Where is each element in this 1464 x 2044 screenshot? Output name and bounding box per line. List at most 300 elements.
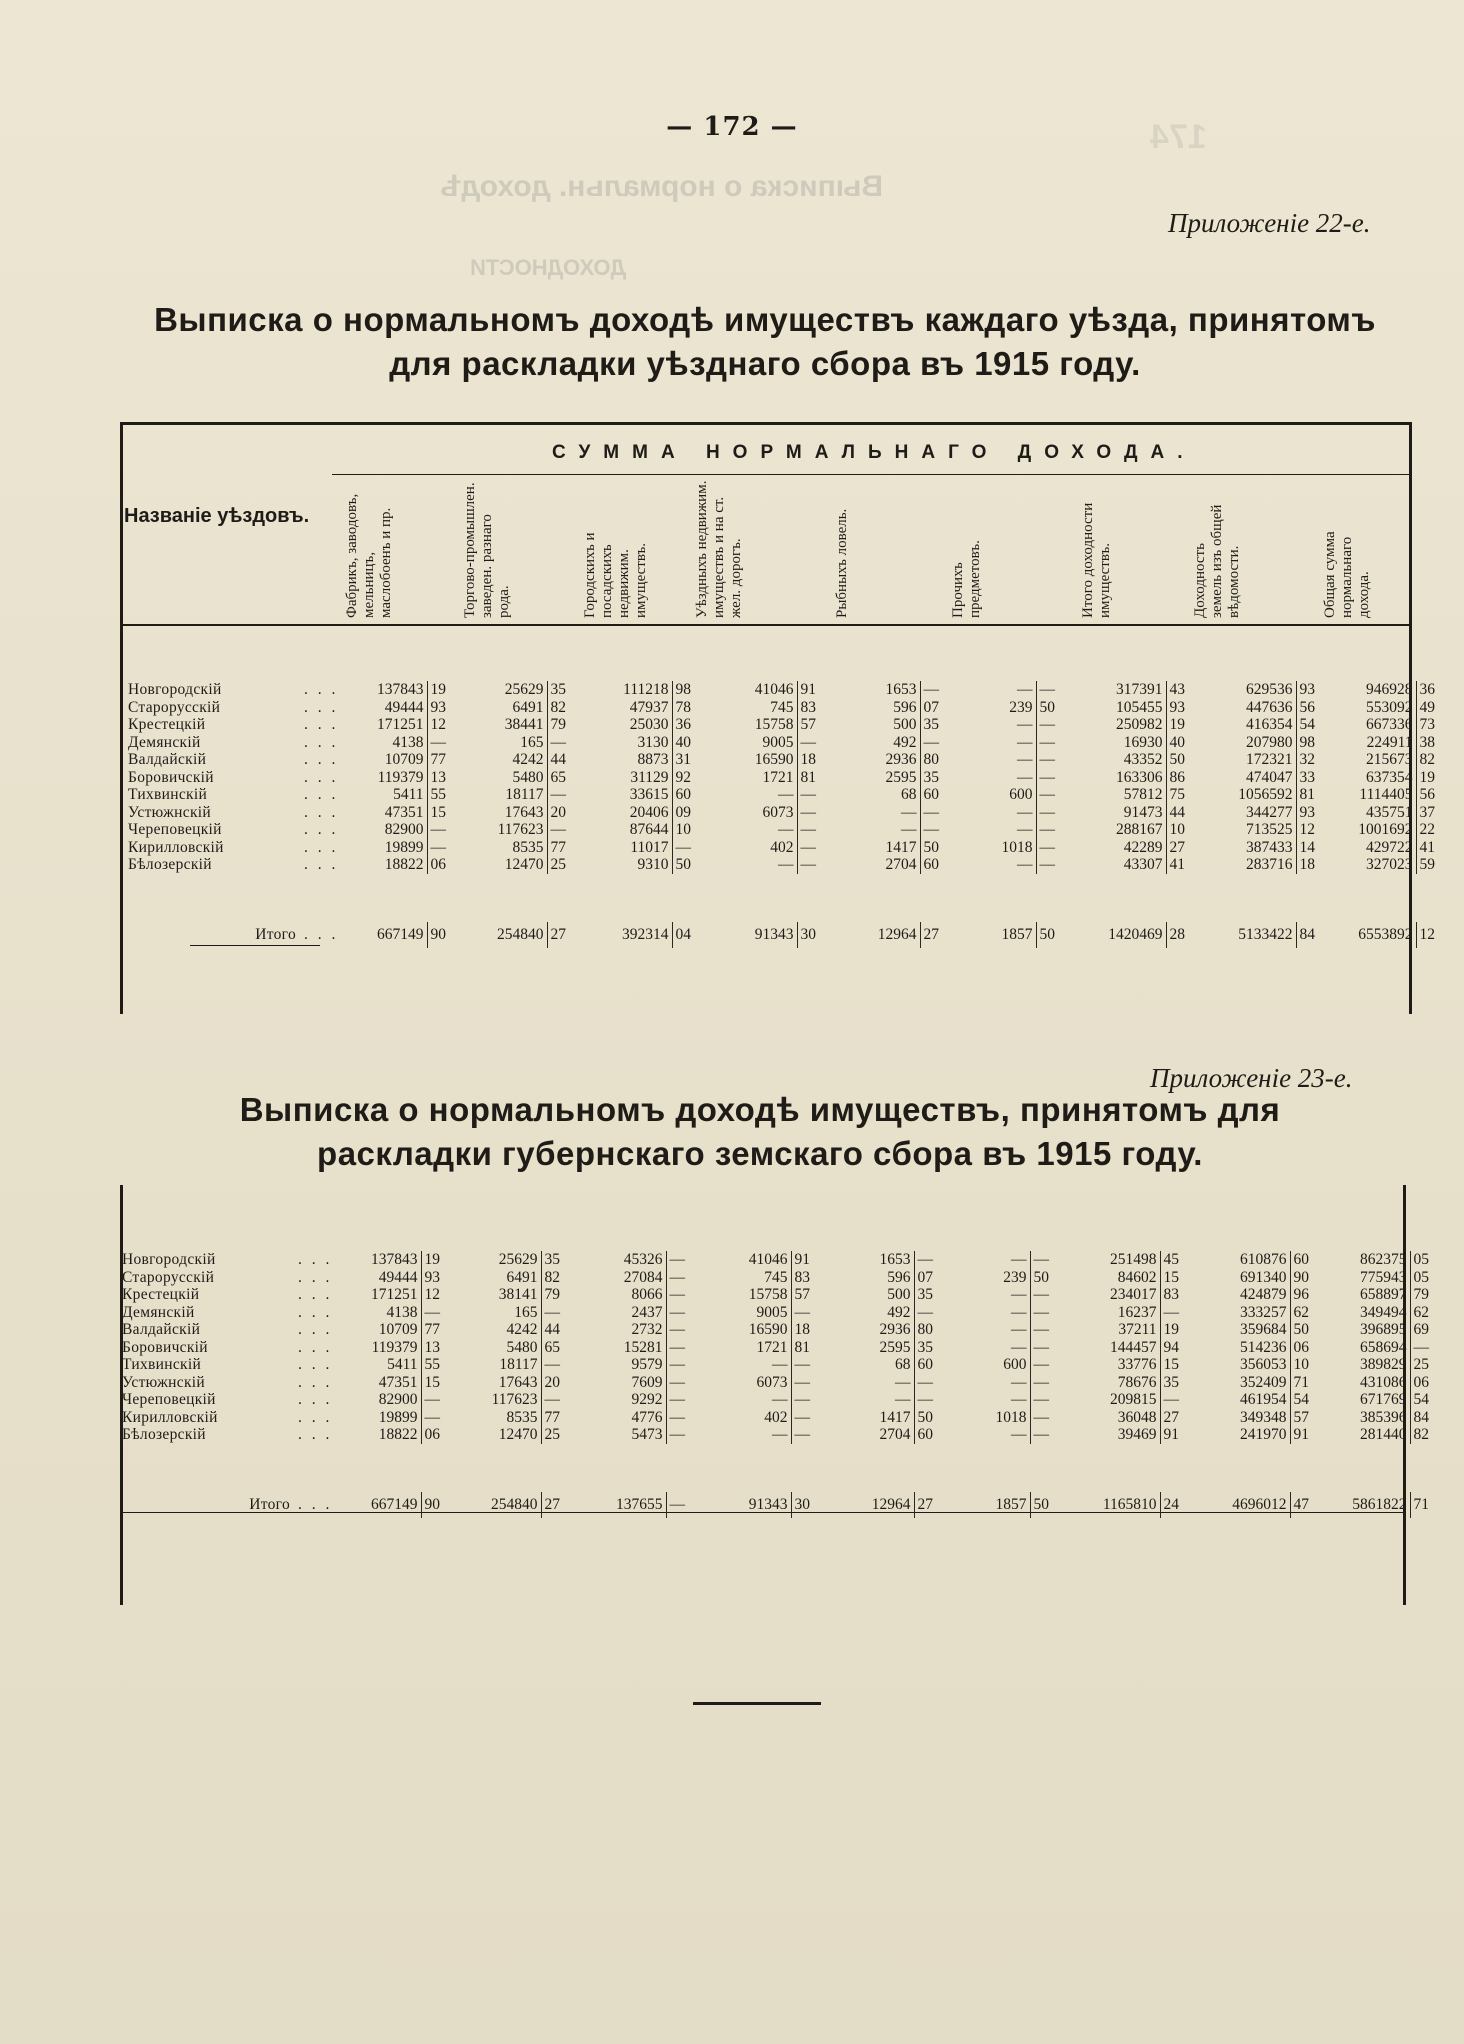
total-kopecks: 50	[1030, 1492, 1060, 1518]
value-rubles: 5411	[387, 1356, 418, 1373]
leader-dots: . . .	[298, 1426, 333, 1443]
value-rubles: 11017	[630, 838, 669, 856]
value-kopecks: 60	[920, 786, 948, 804]
value-kopecks: 44	[547, 751, 577, 769]
value-kopecks: —	[666, 1339, 696, 1357]
total-rubles: 667149	[377, 925, 424, 943]
value-rubles: 283716	[1246, 856, 1293, 873]
value-rubles: 610876	[1240, 1251, 1287, 1268]
value-rubles: 1653	[879, 1251, 911, 1268]
total-kopecks: 27	[914, 1492, 942, 1518]
table-row	[118, 1426, 1434, 1444]
value-kopecks: 65	[541, 1339, 571, 1357]
value-rubles: 31129	[630, 768, 669, 786]
value-kopecks: —	[547, 786, 577, 804]
value-kopecks: 93	[1166, 699, 1196, 717]
value-kopecks: 93	[1296, 681, 1324, 699]
value-kopecks: 12	[427, 716, 457, 734]
table-row	[124, 786, 1440, 804]
value-kopecks: 50	[1290, 1321, 1318, 1339]
value-kopecks: —	[797, 734, 830, 752]
value-kopecks: —	[1036, 681, 1066, 699]
value-rubles: —	[772, 1356, 788, 1373]
value-rubles: 431086	[1360, 1373, 1407, 1391]
total-rubles: 6553892	[1358, 925, 1413, 943]
value-kopecks: 93	[421, 1269, 451, 1287]
table-row	[124, 856, 1440, 874]
table-row	[118, 1339, 1434, 1357]
value-rubles: 2936	[885, 751, 917, 768]
value-kopecks: —	[666, 1374, 696, 1392]
value-rubles: 117623	[497, 821, 544, 838]
value-kopecks: 81	[797, 769, 830, 787]
value-kopecks: 05	[1410, 1251, 1434, 1269]
value-kopecks: 13	[427, 769, 457, 787]
table-row	[118, 1304, 1434, 1322]
appendix-22-label: Приложеніе 22-е.	[1168, 208, 1371, 238]
value-rubles: 16590	[754, 751, 794, 768]
value-kopecks: 15	[1160, 1356, 1190, 1374]
total-rubles: 1420469	[1108, 925, 1163, 943]
value-kopecks: 60	[1290, 1251, 1318, 1269]
value-rubles: 9579	[631, 1356, 663, 1373]
leader-dots: . . .	[298, 1251, 333, 1268]
value-rubles: —	[1011, 1373, 1027, 1391]
district-name: Старорусскій	[128, 698, 221, 716]
value-rubles: —	[1017, 821, 1033, 838]
value-kopecks: 36	[672, 716, 702, 734]
value-kopecks: 38	[1416, 734, 1440, 752]
value-rubles: 12470	[498, 1426, 538, 1443]
value-rubles: 5480	[506, 1338, 538, 1356]
district-name: Новгородскій	[128, 681, 222, 698]
value-kopecks: —	[791, 1356, 824, 1374]
value-rubles: 461954	[1240, 1391, 1287, 1408]
value-kopecks: 69	[1410, 1321, 1434, 1339]
value-kopecks: —	[797, 786, 830, 804]
total-kopecks: 12	[1416, 922, 1440, 948]
value-rubles: 1001692	[1358, 821, 1413, 838]
value-kopecks: 44	[541, 1321, 571, 1339]
value-rubles: 10709	[384, 751, 424, 768]
value-kopecks: —	[791, 1304, 824, 1322]
value-kopecks: —	[1036, 716, 1066, 734]
value-rubles: 1417	[885, 838, 917, 856]
value-kopecks: 60	[672, 786, 702, 804]
table-row	[118, 1269, 1434, 1287]
value-kopecks: —	[1030, 1356, 1060, 1374]
value-kopecks: 05	[1410, 1269, 1434, 1287]
value-rubles: —	[778, 786, 794, 803]
value-rubles: 492	[887, 1303, 911, 1321]
value-kopecks: 41	[1416, 839, 1440, 857]
value-rubles: 5473	[631, 1426, 663, 1443]
value-rubles: 713525	[1246, 821, 1293, 838]
value-kopecks: 20	[541, 1374, 571, 1392]
leader-dots: . . .	[298, 1286, 333, 1303]
value-rubles: 47351	[384, 803, 424, 821]
value-kopecks: —	[672, 839, 702, 857]
table-row	[118, 1321, 1434, 1339]
table-22-left-border	[120, 422, 123, 1014]
table-row	[124, 751, 1440, 769]
total-row	[124, 922, 1440, 948]
value-rubles: 447636	[1246, 698, 1293, 716]
value-kopecks: 25	[1410, 1356, 1434, 1374]
value-kopecks: —	[666, 1391, 696, 1409]
value-kopecks: 79	[1410, 1286, 1434, 1304]
value-kopecks: —	[914, 1304, 942, 1322]
value-rubles: —	[778, 856, 794, 873]
table-23	[118, 1251, 1434, 1518]
value-rubles: —	[1011, 1251, 1027, 1268]
value-kopecks: —	[427, 821, 457, 839]
value-kopecks: —	[666, 1251, 696, 1269]
leader-dots: . . .	[298, 1338, 333, 1356]
value-rubles: 317391	[1116, 681, 1163, 698]
leader-dots: . . .	[304, 768, 339, 786]
value-kopecks: —	[1410, 1339, 1434, 1357]
value-rubles: 596	[893, 698, 917, 716]
total-kopecks: 90	[421, 1492, 451, 1518]
value-kopecks: 83	[1160, 1286, 1190, 1304]
col-header-factories: Фабрикъ, заводовъ, мельницъ, маслобоенъ и пр.	[344, 493, 394, 618]
value-rubles: 1417	[879, 1408, 911, 1426]
value-rubles: 119379	[371, 1338, 418, 1356]
value-kopecks: 62	[1410, 1304, 1434, 1322]
value-kopecks: 19	[421, 1251, 451, 1269]
value-kopecks: —	[920, 804, 948, 822]
value-kopecks: —	[666, 1269, 696, 1287]
value-kopecks: 27	[1160, 1409, 1190, 1427]
value-rubles: 137843	[377, 681, 424, 698]
value-rubles: 18822	[384, 856, 424, 873]
value-kopecks: —	[541, 1304, 571, 1322]
value-rubles: —	[1017, 681, 1033, 698]
table-row	[124, 699, 1440, 717]
value-rubles: 5411	[393, 786, 424, 803]
value-kopecks: 55	[427, 786, 457, 804]
value-rubles: 15281	[623, 1338, 663, 1356]
value-rubles: 38141	[498, 1286, 538, 1303]
value-kopecks: 19	[1160, 1321, 1190, 1339]
table-row	[124, 734, 1440, 752]
value-kopecks: 82	[1410, 1426, 1434, 1444]
leader-dots: . . .	[298, 1268, 333, 1286]
value-rubles: 17643	[498, 1373, 538, 1391]
value-rubles: 8873	[637, 751, 669, 768]
value-kopecks: 06	[421, 1426, 451, 1444]
value-rubles: 163306	[1116, 768, 1163, 786]
value-rubles: 8066	[631, 1286, 663, 1303]
value-rubles: 667336	[1366, 716, 1413, 733]
value-rubles: 171251	[377, 716, 424, 733]
value-rubles: 356053	[1240, 1356, 1287, 1373]
value-rubles: 389829	[1360, 1356, 1407, 1373]
col-header-other: Прочихъ предметовъ.	[950, 540, 983, 618]
value-rubles: —	[1011, 1391, 1027, 1408]
value-rubles: 84602	[1117, 1268, 1157, 1286]
district-name: Череповецкій	[122, 1391, 216, 1408]
total-rubles: 667149	[371, 1495, 418, 1513]
value-rubles: 385396	[1360, 1408, 1407, 1426]
district-name: Демянскій	[122, 1303, 195, 1321]
total-rubles: 392314	[622, 925, 669, 943]
value-rubles: 6073	[756, 1373, 788, 1391]
value-kopecks: 83	[797, 699, 830, 717]
value-rubles: 946928	[1366, 681, 1413, 698]
value-rubles: 165	[520, 733, 544, 751]
col-header-district-property: Уѣздныхъ недвижим. имуществъ и на ст. жел. дорогъ.	[694, 480, 744, 618]
value-rubles: 387433	[1246, 838, 1293, 856]
value-kopecks: 06	[427, 856, 457, 874]
value-rubles: 2704	[879, 1426, 911, 1443]
value-kopecks: 98	[672, 681, 702, 699]
leader-dots: . . .	[304, 751, 339, 768]
value-kopecks: —	[914, 1374, 942, 1392]
leader-dots: . . .	[298, 1408, 333, 1426]
table-row	[118, 1356, 1434, 1374]
district-name: Валдайскій	[128, 751, 207, 768]
value-kopecks: —	[797, 839, 830, 857]
value-rubles: 18822	[378, 1426, 418, 1443]
value-kopecks: 09	[672, 804, 702, 822]
spacer-cell	[118, 1444, 1434, 1492]
value-kopecks: 60	[920, 856, 948, 874]
leader-dots: . . .	[298, 1321, 333, 1338]
value-rubles: —	[1011, 1338, 1027, 1356]
value-rubles: 18117	[505, 786, 544, 803]
value-rubles: 87644	[629, 821, 669, 838]
district-name: Крестецкій	[128, 716, 206, 733]
value-kopecks: —	[791, 1391, 824, 1409]
value-kopecks: 80	[914, 1321, 942, 1339]
value-kopecks: 18	[791, 1321, 824, 1339]
table-row	[124, 681, 1440, 699]
total-kopecks: 04	[672, 922, 702, 948]
leader-dots: . . .	[298, 1373, 333, 1391]
value-kopecks: 77	[427, 751, 457, 769]
value-kopecks: 84	[1410, 1409, 1434, 1427]
value-rubles: 1018	[995, 1408, 1027, 1426]
total-row	[118, 1492, 1434, 1518]
value-kopecks: 14	[1296, 839, 1324, 857]
value-rubles: 45326	[623, 1251, 663, 1268]
value-rubles: 144457	[1110, 1338, 1157, 1356]
value-kopecks: —	[1036, 734, 1066, 752]
value-kopecks: 93	[1296, 804, 1324, 822]
value-rubles: 1721	[756, 1338, 788, 1356]
value-kopecks: 40	[672, 734, 702, 752]
district-name: Валдайскій	[122, 1321, 201, 1338]
value-kopecks: 57	[797, 716, 830, 734]
value-kopecks: —	[547, 734, 577, 752]
value-rubles: 4242	[512, 751, 544, 768]
value-kopecks: 35	[547, 681, 577, 699]
district-name-header: Названіе уѣздовъ.	[124, 505, 310, 527]
value-kopecks: 50	[1030, 1269, 1060, 1287]
district-name: Демянскій	[128, 733, 201, 751]
value-kopecks: 45	[1160, 1251, 1190, 1269]
value-kopecks: —	[1036, 856, 1066, 874]
value-kopecks: 07	[920, 699, 948, 717]
value-rubles: —	[1017, 716, 1033, 733]
leader-dots: . . .	[298, 1356, 333, 1373]
district-name: Боровичскій	[128, 768, 214, 786]
table-22-header-rule	[332, 474, 1409, 475]
value-kopecks: 12	[1296, 821, 1324, 839]
value-kopecks: 94	[1160, 1339, 1190, 1357]
value-rubles: 36048	[1117, 1408, 1157, 1426]
value-rubles: 474047	[1246, 768, 1293, 786]
value-kopecks: —	[1036, 751, 1066, 769]
value-kopecks: 83	[791, 1269, 824, 1287]
value-kopecks: 98	[1296, 734, 1324, 752]
value-rubles: 18117	[499, 1356, 538, 1373]
value-kopecks: 33	[1296, 769, 1324, 787]
col-header-fisheries: Рыбныхъ ловель.	[834, 508, 850, 618]
value-rubles: 435751	[1366, 803, 1413, 821]
value-rubles: 137843	[371, 1251, 418, 1268]
value-rubles: 78676	[1117, 1373, 1157, 1391]
total-rubles: 1165810	[1102, 1495, 1157, 1513]
value-rubles: 9292	[631, 1391, 663, 1408]
leader-dots: . . .	[298, 1303, 333, 1321]
value-kopecks: 07	[914, 1269, 942, 1287]
total-kopecks: 71	[1410, 1492, 1434, 1518]
value-kopecks: —	[914, 1251, 942, 1269]
value-kopecks: 10	[672, 821, 702, 839]
value-rubles: —	[1017, 803, 1033, 821]
value-kopecks: 22	[1416, 821, 1440, 839]
value-kopecks: 36	[1416, 681, 1440, 699]
value-kopecks: —	[920, 734, 948, 752]
value-kopecks: 50	[1166, 751, 1196, 769]
value-rubles: 16930	[1123, 733, 1163, 751]
value-rubles: 402	[770, 838, 794, 856]
spacer-row	[124, 874, 1440, 922]
leader-dots: . . .	[304, 733, 339, 751]
value-rubles: 68	[895, 1356, 911, 1373]
value-kopecks: 15	[427, 804, 457, 822]
value-kopecks: —	[421, 1304, 451, 1322]
value-rubles: 165	[514, 1303, 538, 1321]
leader-dots: . . .	[298, 1391, 333, 1408]
value-kopecks: 35	[920, 716, 948, 734]
value-rubles: 658694	[1360, 1338, 1407, 1356]
table-row	[118, 1286, 1434, 1304]
value-rubles: 234017	[1110, 1286, 1157, 1303]
value-rubles: 2595	[879, 1338, 911, 1356]
value-rubles: 91473	[1123, 803, 1163, 821]
value-kopecks: 82	[547, 699, 577, 717]
value-rubles: 43352	[1123, 751, 1163, 768]
value-rubles: 600	[1003, 1356, 1027, 1373]
value-rubles: 745	[770, 698, 794, 716]
value-rubles: 2437	[631, 1303, 663, 1321]
value-rubles: 396895	[1360, 1321, 1407, 1338]
district-name: Новгородскій	[122, 1251, 216, 1268]
value-rubles: 429722	[1366, 838, 1413, 856]
value-rubles: 105455	[1116, 698, 1163, 716]
spacer-cell	[124, 874, 1440, 922]
title-23: Выписка о нормальномъ доходѣ имуществъ, принятомъ для раскладки губернскаго земскаго сбора въ 1915 году.	[239, 1091, 1281, 1172]
value-kopecks: 65	[547, 769, 577, 787]
value-kopecks: 92	[672, 769, 702, 787]
leader-dots: . . .	[304, 856, 339, 873]
total-label: Итого	[255, 925, 296, 943]
district-name: Тихвинскій	[128, 786, 208, 803]
value-rubles: 16237	[1117, 1303, 1157, 1321]
value-kopecks: —	[920, 821, 948, 839]
value-kopecks: —	[914, 1391, 942, 1409]
value-rubles: 359684	[1240, 1321, 1287, 1338]
total-rubles: 91343	[748, 1495, 788, 1513]
closing-rule	[693, 1702, 821, 1705]
value-kopecks: 41	[1166, 856, 1196, 874]
value-rubles: 1056592	[1238, 786, 1293, 803]
value-rubles: 2704	[885, 856, 917, 873]
value-kopecks: —	[1030, 1321, 1060, 1339]
value-kopecks: 54	[1296, 716, 1324, 734]
value-kopecks: —	[541, 1391, 571, 1409]
value-kopecks: 86	[1166, 769, 1196, 787]
value-kopecks: —	[1030, 1426, 1060, 1444]
value-kopecks: 35	[541, 1251, 571, 1269]
total-kopecks: 24	[1160, 1492, 1190, 1518]
value-rubles: 241970	[1240, 1426, 1287, 1443]
value-rubles: 33776	[1117, 1356, 1157, 1373]
value-kopecks: 15	[421, 1374, 451, 1392]
table-22	[124, 681, 1440, 948]
value-kopecks: —	[1030, 1374, 1060, 1392]
value-rubles: 239	[1009, 698, 1033, 716]
value-kopecks: 12	[421, 1286, 451, 1304]
value-kopecks: 59	[1416, 856, 1440, 874]
value-rubles: 10709	[378, 1321, 418, 1338]
value-kopecks: —	[1036, 786, 1066, 804]
value-kopecks: 37	[1416, 804, 1440, 822]
value-rubles: 775943	[1360, 1268, 1407, 1286]
total-rubles: 12964	[871, 1495, 911, 1513]
table-22-subheader-rule	[123, 624, 1409, 626]
district-name: Устюжнскій	[122, 1373, 205, 1391]
total-rubles: 5861822	[1352, 1495, 1407, 1513]
value-kopecks: 10	[1166, 821, 1196, 839]
value-rubles: 349494	[1360, 1303, 1407, 1321]
value-rubles: 15758	[754, 716, 794, 733]
value-kopecks: 82	[1416, 751, 1440, 769]
value-rubles: 1653	[885, 681, 917, 698]
value-kopecks: 25	[547, 856, 577, 874]
value-kopecks: 56	[1416, 786, 1440, 804]
value-rubles: 1018	[1001, 838, 1033, 856]
value-kopecks: —	[666, 1286, 696, 1304]
leader-dots: . . .	[304, 803, 339, 821]
appendix-23-label: Приложеніе 23-е.	[1150, 1063, 1353, 1093]
value-kopecks: 15	[1160, 1269, 1190, 1287]
value-rubles: 41046	[754, 681, 794, 698]
value-rubles: 352409	[1240, 1373, 1287, 1391]
value-kopecks: 57	[791, 1286, 824, 1304]
value-kopecks: —	[1036, 839, 1066, 857]
value-kopecks: 71	[1290, 1374, 1318, 1392]
value-rubles: 492	[893, 733, 917, 751]
total-kopecks: 27	[920, 922, 948, 948]
value-rubles: 33615	[629, 786, 669, 803]
table-row	[118, 1391, 1434, 1409]
value-rubles: —	[1017, 751, 1033, 768]
